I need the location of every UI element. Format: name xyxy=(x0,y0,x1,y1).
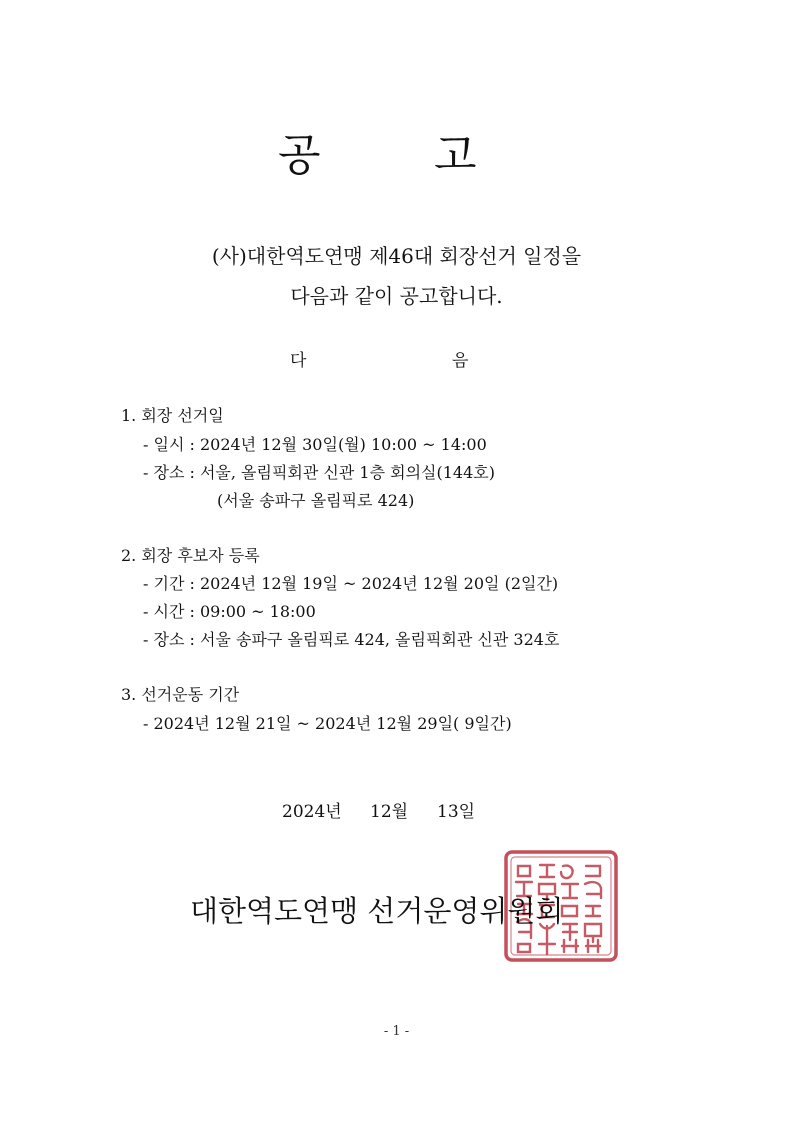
intro-line-1: (사)대한역도연맹 제46대 회장선거 일정을 xyxy=(211,244,582,268)
section-1-line-2: - 장소 : 서울, 올림픽회관 신관 1층 회의실(144호) xyxy=(143,463,495,482)
date-day: 13일 xyxy=(437,802,476,822)
heading-char-left: 다 xyxy=(290,351,307,371)
page-number: - 1 - xyxy=(383,1024,410,1039)
date-year: 2024년 xyxy=(282,802,342,822)
heading-char-right: 음 xyxy=(452,351,469,371)
section-2-heading: 2. 회장 후보자 등록 xyxy=(121,546,260,565)
intro-line-2: 다음과 같이 공고합니다. xyxy=(290,284,503,308)
title-char-right: 고 xyxy=(434,130,477,181)
section-2-line-3: - 장소 : 서울 송파구 올림픽로 424, 올림픽회관 신관 324호 xyxy=(143,630,560,649)
section-heading-daeum xyxy=(0,346,793,372)
section-1-line-3: (서울 송파구 올림픽로 424) xyxy=(217,491,415,510)
section-1-heading: 1. 회장 선거일 xyxy=(121,406,224,425)
document-title xyxy=(0,128,793,188)
section-3-heading: 3. 선거운동 기간 xyxy=(121,685,240,704)
document-date xyxy=(282,800,476,896)
section-1-line-1: - 일시 : 2024년 12월 30일(월) 10:00 ~ 14:00 xyxy=(143,435,487,454)
official-seal-stamp xyxy=(502,848,620,964)
section-2-line-1: - 기간 : 2024년 12월 19일 ~ 2024년 12월 20일 (2일간) xyxy=(143,574,559,593)
section-2-line-2: - 시간 : 09:00 ~ 18:00 xyxy=(143,602,316,621)
organization-name: 대한역도연맹 선거운영위원회 xyxy=(190,894,564,928)
date-month: 12월 xyxy=(370,802,409,822)
title-char-left: 공 xyxy=(278,130,321,181)
section-3-line-1: - 2024년 12월 21일 ~ 2024년 12월 29일( 9일간) xyxy=(143,714,512,733)
